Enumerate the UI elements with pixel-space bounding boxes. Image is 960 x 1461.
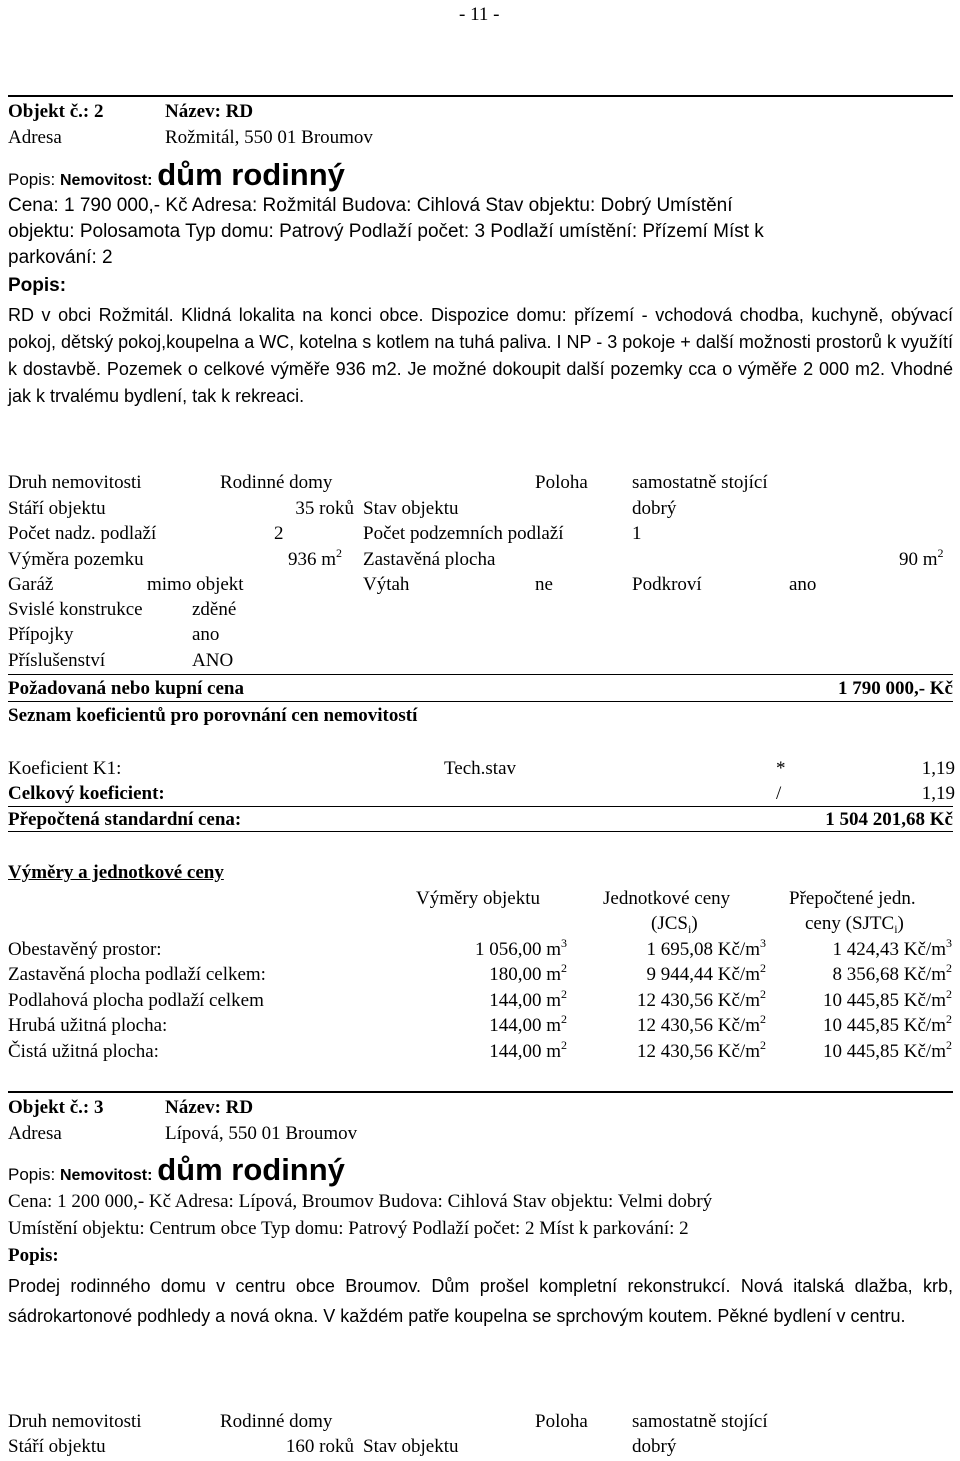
popis-label: Popis:: [8, 1165, 56, 1184]
stari-value: 160 roků: [285, 1436, 354, 1457]
stav-value: dobrý: [632, 1436, 677, 1457]
vytah-label: Výtah: [363, 574, 410, 595]
vytah-value: ne: [535, 574, 553, 595]
row-v3: 10 445,85 $Kč/m^2$: [823, 987, 952, 1011]
col-jcs: $(JCS_i)$: [651, 913, 698, 936]
row-v2: 12 430,56 $Kč/m^2$: [637, 1012, 766, 1036]
zast-label: Zastavěná plocha: [363, 549, 496, 570]
nemovitost-label: Nemovitost:: [60, 1167, 153, 1184]
prislusenstvi-label: Příslušenství: [8, 650, 106, 671]
section-divider: [8, 1091, 953, 1093]
objekt-label: Objekt č.: 2: [8, 101, 104, 122]
row-v1: 180,00 $m^2$: [489, 961, 567, 985]
nemovitost-line: [8, 1153, 345, 1193]
poloha-value: samostatně stojící: [632, 472, 768, 493]
row-label: Podlahová plocha podlaží celkem: [8, 990, 264, 1011]
poloha-label: Poloha: [535, 1411, 588, 1432]
row-label: Čistá užitná plocha:: [8, 1041, 159, 1062]
stari-label: Stáří objektu: [8, 1436, 106, 1457]
celk-op: /: [776, 783, 782, 804]
page-number: - 11 -: [459, 4, 500, 25]
pripojky-value: ano: [192, 624, 220, 645]
row-label: Zastavěná plocha podlaží celkem:: [8, 964, 266, 985]
description: RD v obci Rožmitál. Klidná lokalita na konci obce. Dispozice domu: přízemí - vchodová chodba, kuchyně, obývací pokoj, dětský pokoj,koupelna a WC, kotelna s kotlem na tuhá paliva. I NP - 3 pokoje + další možnosti prostorů k využítí k dostavbě. Pozemek o celkové výměře 936 m2. Je možné dokoupit další pozemky cca o výměře 2 000 m2. Vhodné jak k trvalému bydlení, tak k rekreaci.: [8, 305, 953, 406]
pozadovana-label: Požadovaná nebo kupní cena: [8, 678, 244, 699]
adresa-value: Lípová, 550 01 Broumov: [165, 1123, 358, 1144]
zast-value: 90 $m^2$: [899, 546, 944, 570]
poloha-label: Poloha: [535, 472, 588, 493]
row-v3: 10 445,85 $Kč/m^2$: [823, 1012, 952, 1036]
druh-value: Rodinné domy: [220, 472, 333, 493]
svisle-label: Svislé konstrukce: [8, 599, 143, 620]
nemovitost-line: [8, 158, 345, 198]
price-divider: [8, 674, 953, 675]
pozadovana-value: 1 790 000,- Kč: [837, 678, 953, 699]
stav-label: Stav objektu: [363, 498, 459, 519]
vymery-title: Výměry a jednotkové ceny: [8, 862, 224, 883]
prislusenstvi-value: ANO: [192, 650, 234, 671]
row-label: Hrubá užitná plocha:: [8, 1015, 168, 1036]
podkrovi-label: Podkroví: [632, 574, 702, 595]
nemovitost-label: Nemovitost:: [60, 172, 153, 189]
nemovitost-value: dům rodinný: [157, 157, 345, 192]
nazev-label: Název: RD: [165, 101, 254, 122]
popis-label: Popis:: [8, 170, 56, 189]
stav-label: Stav objektu: [363, 1436, 459, 1457]
vymera-label: Výměra pozemku: [8, 549, 144, 570]
row-v1: 144,00 $m^2$: [489, 1012, 567, 1036]
row-v1: 144,00 $m^2$: [489, 987, 567, 1011]
row-v3: 1 424,43 $Kč/m^3$: [832, 936, 952, 960]
adresa-value: Rožmitál, 550 01 Broumov: [165, 127, 373, 148]
row-v3: 8 356,68 $Kč/m^2$: [832, 961, 952, 985]
nadz-label: Počet nadz. podlaží: [8, 523, 157, 544]
popis-heading: Popis:: [8, 1245, 59, 1266]
podz-label: Počet podzemních podlaží: [363, 523, 564, 544]
col-prepoctene: Přepočtené jedn.: [789, 888, 916, 909]
podkrovi-value: ano: [789, 574, 817, 595]
popis-heading: Popis:: [8, 275, 67, 296]
col-vymery: Výměry objektu: [416, 888, 541, 909]
podz-value: 1: [632, 523, 642, 544]
adresa-label: Adresa: [8, 1123, 62, 1144]
adresa-label: Adresa: [8, 127, 62, 148]
description: Prodej rodinného domu v centru obce Broumov. Dům prošel kompletní rekonstrukcí. Nová italská dlažba, krb, sádrokartonové podhledy a nová okna. V každém patře koupelna se sprchovým koutem. Pěkné bydlení v centru.: [8, 1276, 953, 1326]
row-v1: 1 056,00 $m^3$: [474, 936, 567, 960]
vymera-value: 936 $m^2$: [288, 546, 343, 570]
row-v2: 12 430,56 $Kč/m^2$: [637, 987, 766, 1011]
info-block: [8, 193, 764, 271]
objekt-label: Objekt č.: 3: [8, 1097, 104, 1118]
row-v3: 10 445,85 $Kč/m^2$: [823, 1038, 952, 1062]
nazev-label: Název: RD: [165, 1097, 254, 1118]
k1-label: Koeficient K1:: [8, 758, 122, 779]
poloha-value: samostatně stojící: [632, 1411, 768, 1432]
row-v2: 12 430,56 $Kč/m^2$: [637, 1038, 766, 1062]
nadz-value: 2: [274, 523, 284, 544]
celk-value: 1,19: [921, 783, 955, 804]
price-divider: [8, 701, 953, 702]
info-line: parkování: 2: [8, 247, 113, 268]
seznam-label: Seznam koeficientů pro porovnání cen nemovitostí: [8, 705, 418, 726]
celk-label: Celkový koeficient:: [8, 783, 165, 804]
stav-value: dobrý: [632, 498, 677, 519]
prep-label: Přepočtená standardní cena:: [8, 809, 242, 830]
prep-value: 1 504 201,68 Kč: [825, 809, 953, 830]
info-line: Umístění objektu: Centrum obce Typ domu: Patrový Podlaží počet: 2 Míst k parkování: 2: [8, 1218, 689, 1239]
info-block: [8, 1188, 712, 1242]
info-line: Cena: 1 200 000,- Kč Adresa: Lípová, Broumov Budova: Cihlová Stav objektu: Velmi dobrý: [8, 1191, 713, 1212]
stari-value: 35 roků: [295, 498, 354, 519]
druh-label: Druh nemovitosti: [8, 472, 142, 493]
stari-label: Stáří objektu: [8, 498, 106, 519]
druh-label: Druh nemovitosti: [8, 1411, 142, 1432]
info-line: Cena: 1 790 000,- Kč Adresa: Rožmitál Budova: Cihlová Stav objektu: Dobrý Umístění: [8, 195, 733, 216]
col-jednotkove: Jednotkové ceny: [603, 888, 731, 909]
svisle-value: zděné: [192, 599, 237, 620]
nemovitost-value: dům rodinný: [157, 1152, 345, 1187]
row-v1: 144,00 $m^2$: [489, 1038, 567, 1062]
row-label: Obestavěný prostor:: [8, 939, 162, 960]
col-sjtc: ceny $(SJTC_i)$: [805, 913, 904, 936]
row-v2: 9 944,44 $Kč/m^2$: [646, 961, 766, 985]
druh-value: Rodinné domy: [220, 1411, 333, 1432]
k1-op: *: [776, 758, 786, 779]
pripojky-label: Přípojky: [8, 624, 74, 645]
coef-divider: [8, 831, 953, 832]
row-v2: 1 695,08 $Kč/m^3$: [646, 936, 766, 960]
garaz-value: mimo objekt: [147, 574, 244, 595]
section-divider: [8, 95, 953, 97]
k1-name: Tech.stav: [444, 758, 517, 779]
garaz-label: Garáž: [8, 574, 54, 595]
info-line: objektu: Polosamota Typ domu: Patrový Podlaží počet: 3 Podlaží umístění: Přízemí Míst k: [8, 221, 764, 242]
k1-value: 1,19: [921, 758, 955, 779]
